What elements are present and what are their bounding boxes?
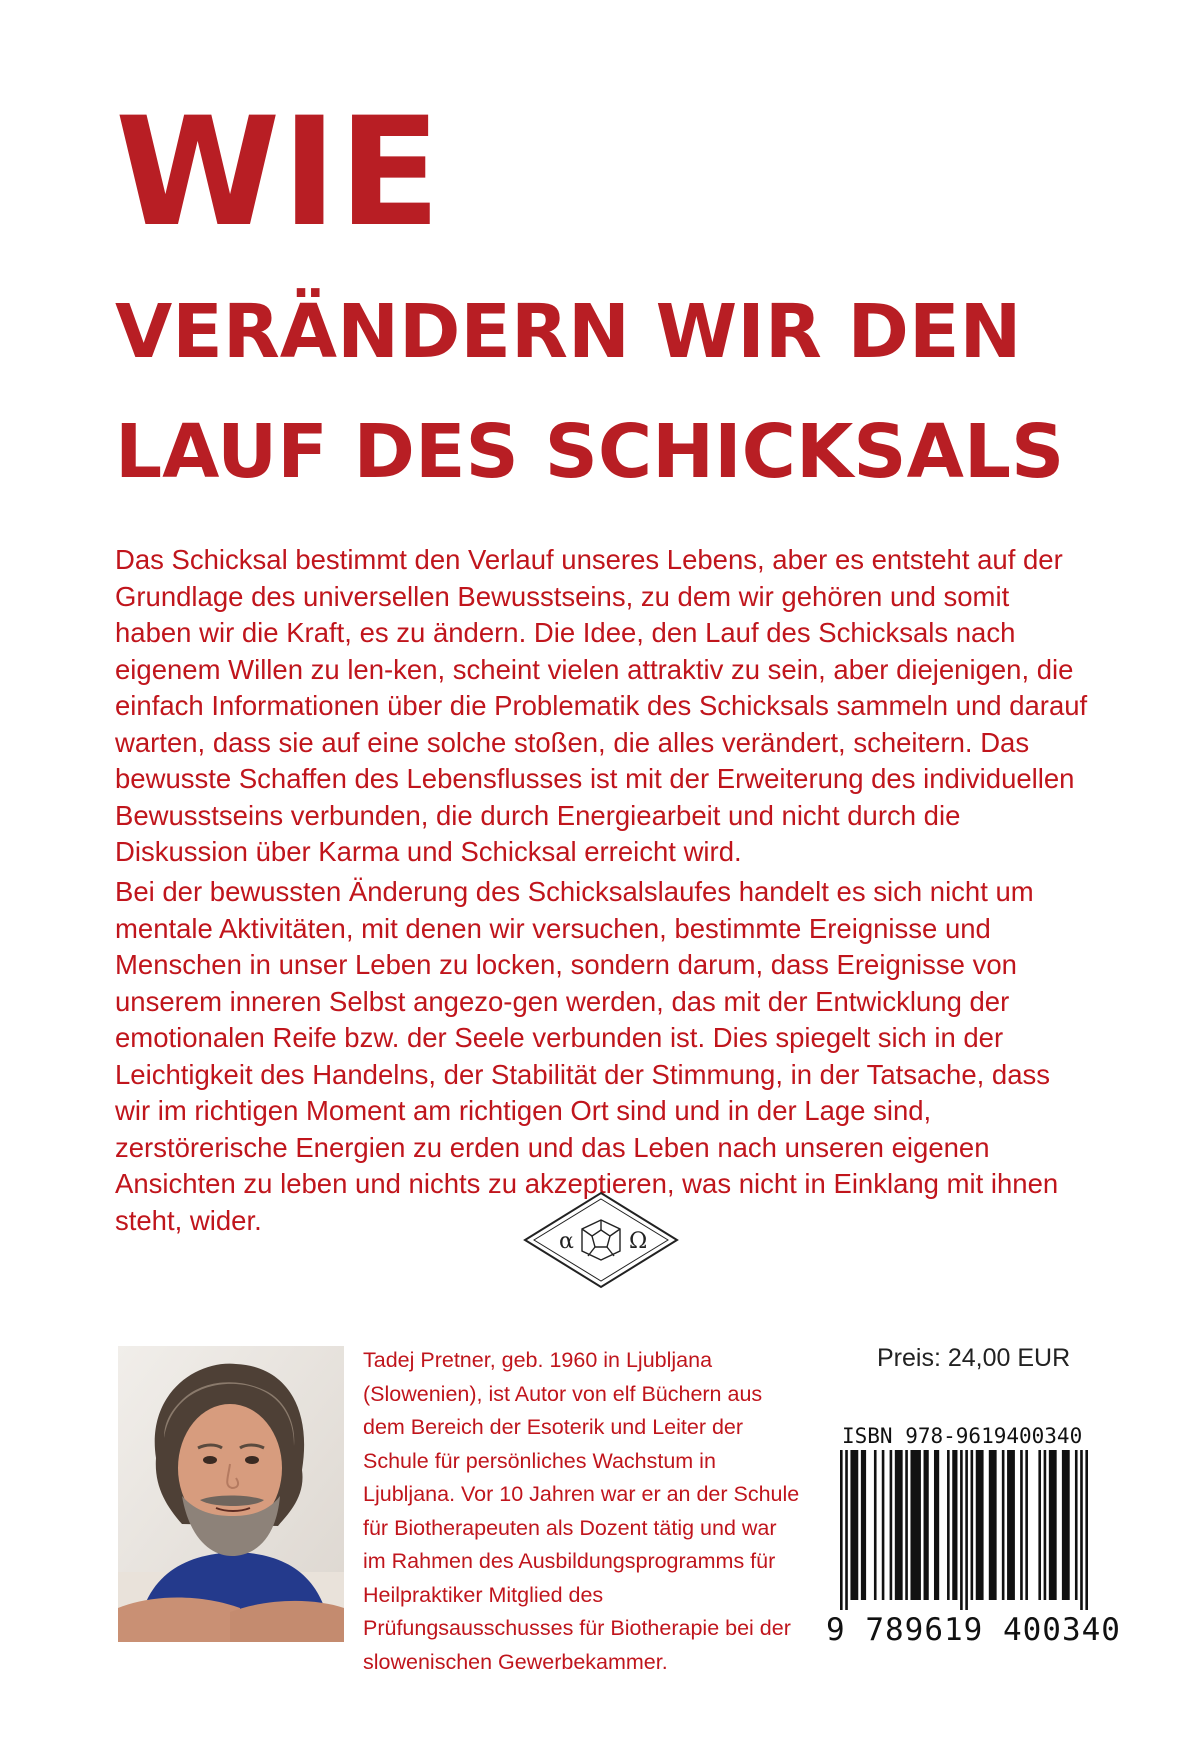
- emblem-diamond-outer: [525, 1193, 677, 1287]
- barcode-bar: [947, 1450, 950, 1600]
- title-line-3: LAUF DES SCHICKSALS: [115, 409, 1065, 495]
- author-photo: [118, 1346, 344, 1642]
- barcode-bar: [845, 1450, 848, 1610]
- blurb-paragraph-2: Bei der bewussten Änderung des Schicksalslaufes handelt es sich nicht um mentale Aktivitäten, mit denen wir versuchen, bestimmte Ereignisse und Menschen in unser Leben zu locken, sondern darum, dass Ereignisse von unserem inneren Selbst angezo-gen werden, das mit der Entwicklung der emotionalen Reife bzw. der Seele verbunden ist. Dies spiegelt sich in der Leichtigkeit des Handelns, der Stabilität der Stimmung, in der Tatsache, dass wir im richtigen Moment am richtigen Ort sind und in der Lage sind, zerstörerische Energien zu erden und das Leben nach unseren eigenen Ansichten zu leben und nichts zu akzeptieren, was nicht in Einklang mit ihnen steht, wider.: [115, 876, 1059, 1236]
- barcode-bar: [1020, 1450, 1023, 1600]
- barcode-bar: [850, 1450, 858, 1600]
- barcode-bar: [989, 1450, 997, 1600]
- barcode-bar: [976, 1450, 984, 1600]
- barcode-bar: [895, 1450, 903, 1600]
- blurb-paragraph-1: Das Schicksal bestimmt den Verlauf unseres Lebens, aber es entsteht auf der Grundlage des universellen Bewusstseins, zu dem wir gehören und somit haben wir die Kraft, es zu ändern. Die Idee, den Lauf des Schicksals nach eigenem Willen zu len-ken, scheint vielen attraktiv zu sein, aber diejenigen, die einfach Informationen über die Problematik des Schicksals sammeln und darauf warten, dass sie auf eine solche stoßen, die alles verändert, scheitern. Das bewusste Schaffen des Lebensflusses ist mit der Erweiterung des individuellen Bewusstseins verbunden, die durch Energiearbeit und nicht durch die Diskussion über Karma und Schicksal erreicht wird.: [115, 544, 1088, 867]
- barcode-bar: [1049, 1450, 1057, 1600]
- barcode-bar: [924, 1450, 929, 1600]
- title-line-1: WIE: [115, 86, 442, 260]
- barcode-bar: [905, 1450, 908, 1600]
- barcode-bar: [861, 1450, 866, 1600]
- barcode-bar: [1080, 1450, 1083, 1610]
- barcode-bar: [1075, 1450, 1078, 1600]
- author-bio: Tadej Pretner, geb. 1960 in Ljubljana (Slowenien), ist Autor von elf Büchern aus dem Bereich der Esoterik und Leiter der Schule für persönliches Wachstum in Ljubljana. Vor 10 Jahren war er an der Schule für Biotherapeuten als Dozent tätig und war im Rahmen des Ausbildungsprogramms für Heilpraktiker Mitglied des Prüfungsausschusses für Biotherapie bei der slowenischen Gewerbekammer.: [363, 1348, 800, 1674]
- barcode-bar: [1007, 1450, 1015, 1600]
- isbn-barcode: [840, 1450, 1088, 1610]
- barcode-bar: [1044, 1450, 1047, 1600]
- isbn-label: ISBN 978-9619400340: [842, 1424, 1083, 1448]
- barcode-bar: [971, 1450, 974, 1600]
- barcode-bar: [1038, 1450, 1041, 1600]
- barcode-bar: [874, 1450, 877, 1600]
- barcode-bar: [1062, 1450, 1070, 1600]
- ean-digits: 9 789619 400340: [826, 1612, 1121, 1648]
- dodecahedron-icon: [582, 1220, 620, 1260]
- emblem-alpha: α: [559, 1229, 574, 1254]
- barcode-bar: [965, 1450, 968, 1610]
- barcode-bar: [882, 1450, 885, 1600]
- barcode-bar: [1085, 1450, 1088, 1610]
- barcode-bar: [840, 1450, 843, 1610]
- barcode-bar: [1025, 1450, 1028, 1600]
- barcode-bar: [910, 1450, 920, 1600]
- price-label: Preis: 24,00 EUR: [877, 1344, 1071, 1372]
- title-line-2: VERÄNDERN WIR DEN: [115, 289, 1022, 375]
- emblem-omega: Ω: [629, 1229, 648, 1254]
- barcode-bar: [952, 1450, 957, 1600]
- barcode-bar: [1002, 1450, 1005, 1600]
- alpha-omega-emblem: [522, 1190, 680, 1290]
- barcode-bar: [960, 1450, 963, 1610]
- emblem-diamond-inner: [534, 1199, 668, 1281]
- barcode-bar: [890, 1450, 893, 1600]
- barcode-bar: [934, 1450, 939, 1600]
